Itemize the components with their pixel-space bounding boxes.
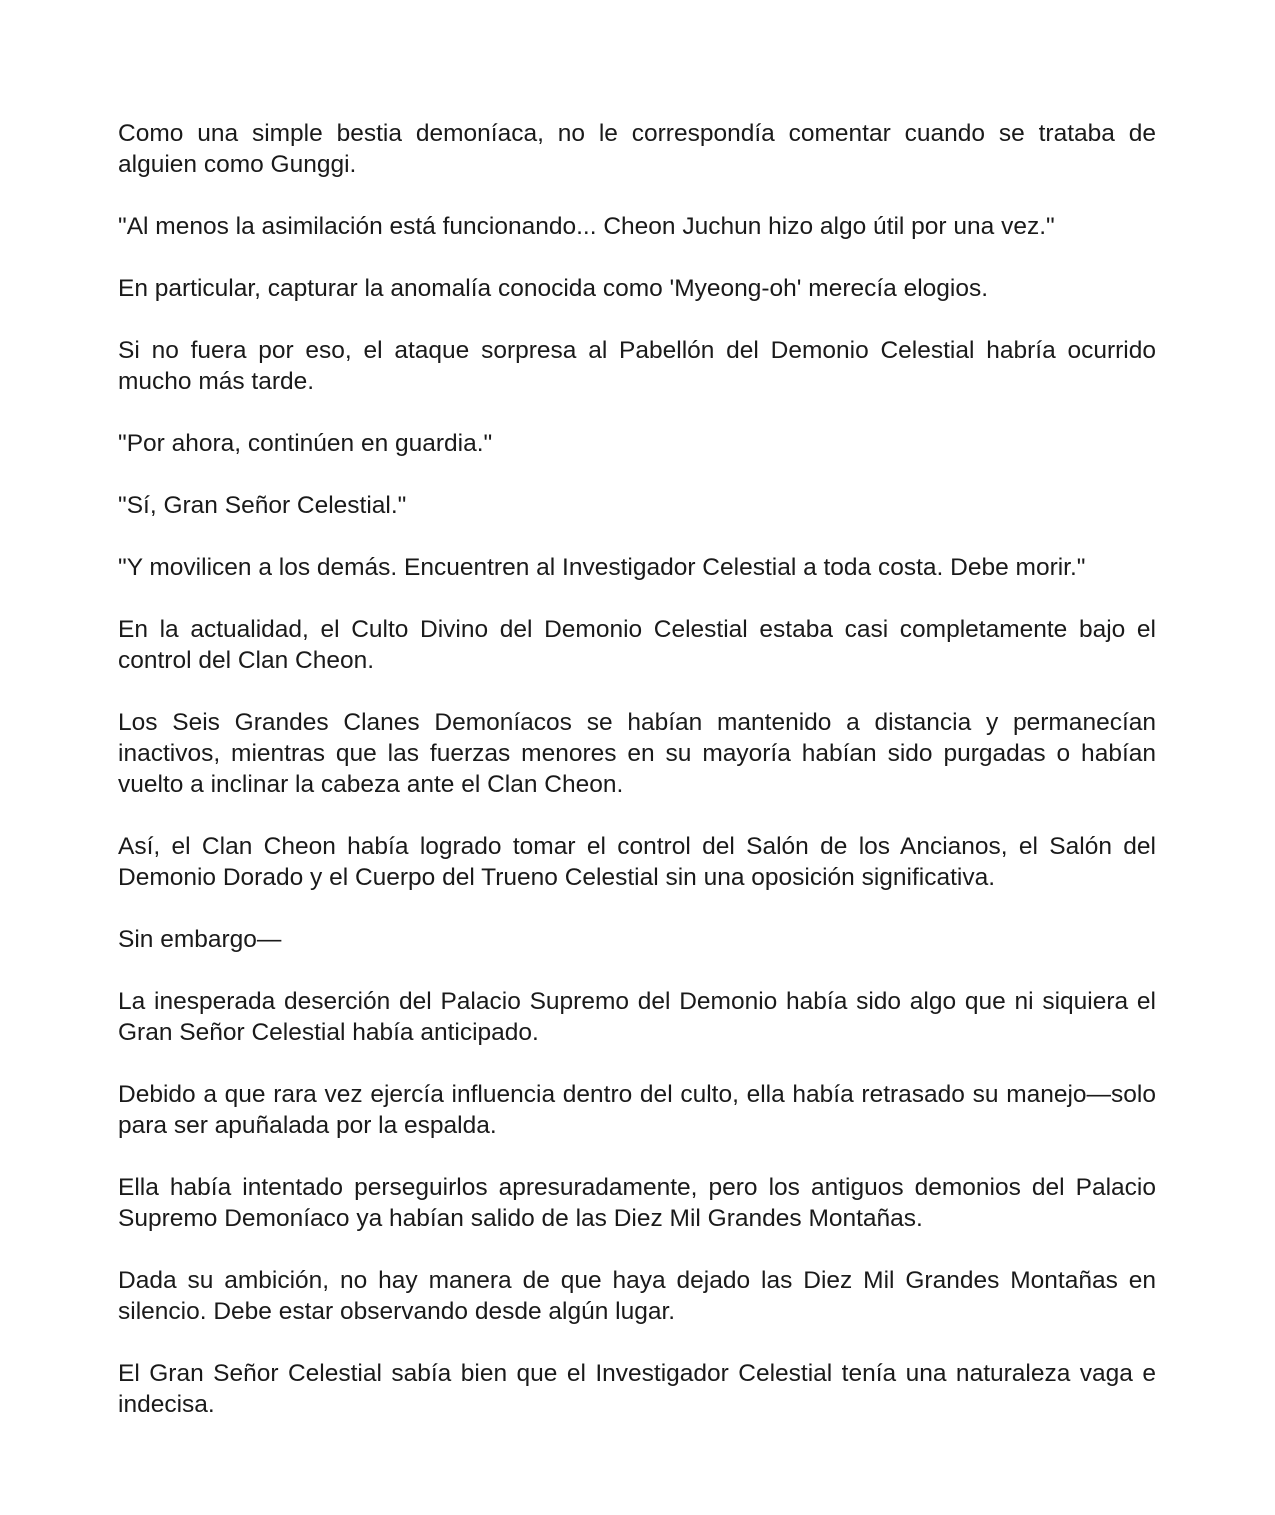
paragraph-9: Los Seis Grandes Clanes Demoníacos se habían mantenido a distancia y permanecían inactivos, mientras que las fuerzas menores en su mayoría habían sido purgadas o habían vuelto a inclinar la cabeza ante el Clan Cheon. — [118, 709, 1156, 798]
paragraph-1: Como una simple bestia demoníaca, no le correspondía comentar cuando se trataba de alguien como Gunggi. — [118, 120, 1156, 178]
paragraph-13: Debido a que rara vez ejercía influencia dentro del culto, ella había retrasado su manejo—solo para ser apuñalada por la espalda. — [118, 1081, 1156, 1139]
paragraph-3: En particular, capturar la anomalía conocida como 'Myeong-oh' merecía elogios. — [118, 275, 989, 302]
paragraph-16: El Gran Señor Celestial sabía bien que el Investigador Celestial tenía una naturaleza vaga e indecisa. — [118, 1360, 1156, 1418]
paragraph-5: "Por ahora, continúen en guardia." — [118, 430, 493, 457]
paragraph-10: Así, el Clan Cheon había logrado tomar el control del Salón de los Ancianos, el Salón del Demonio Dorado y el Cuerpo del Trueno Celestial sin una oposición significativa. — [118, 833, 1156, 891]
paragraph-7: "Y movilicen a los demás. Encuentren al Investigador Celestial a toda costa. Debe morir." — [118, 554, 1086, 581]
paragraph-8: En la actualidad, el Culto Divino del Demonio Celestial estaba casi completamente bajo el control del Clan Cheon. — [118, 616, 1156, 674]
paragraph-15: Dada su ambición, no hay manera de que haya dejado las Diez Mil Grandes Montañas en silencio. Debe estar observando desde algún lugar. — [118, 1267, 1156, 1325]
paragraph-12: La inesperada deserción del Palacio Supremo del Demonio había sido algo que ni siquiera el Gran Señor Celestial había anticipado. — [118, 988, 1156, 1046]
paragraph-4: Si no fuera por eso, el ataque sorpresa al Pabellón del Demonio Celestial habría ocurrido mucho más tarde. — [118, 337, 1156, 395]
paragraph-11: Sin embargo— — [118, 926, 282, 953]
paragraph-6: "Sí, Gran Señor Celestial." — [118, 492, 407, 519]
document-page — [118, 118, 1156, 1420]
paragraph-14: Ella había intentado perseguirlos apresuradamente, pero los antiguos demonios del Palacio Supremo Demoníaco ya habían salido de las Diez Mil Grandes Montañas. — [118, 1174, 1156, 1232]
paragraph-2: "Al menos la asimilación está funcionando... Cheon Juchun hizo algo útil por una vez." — [118, 213, 1055, 240]
